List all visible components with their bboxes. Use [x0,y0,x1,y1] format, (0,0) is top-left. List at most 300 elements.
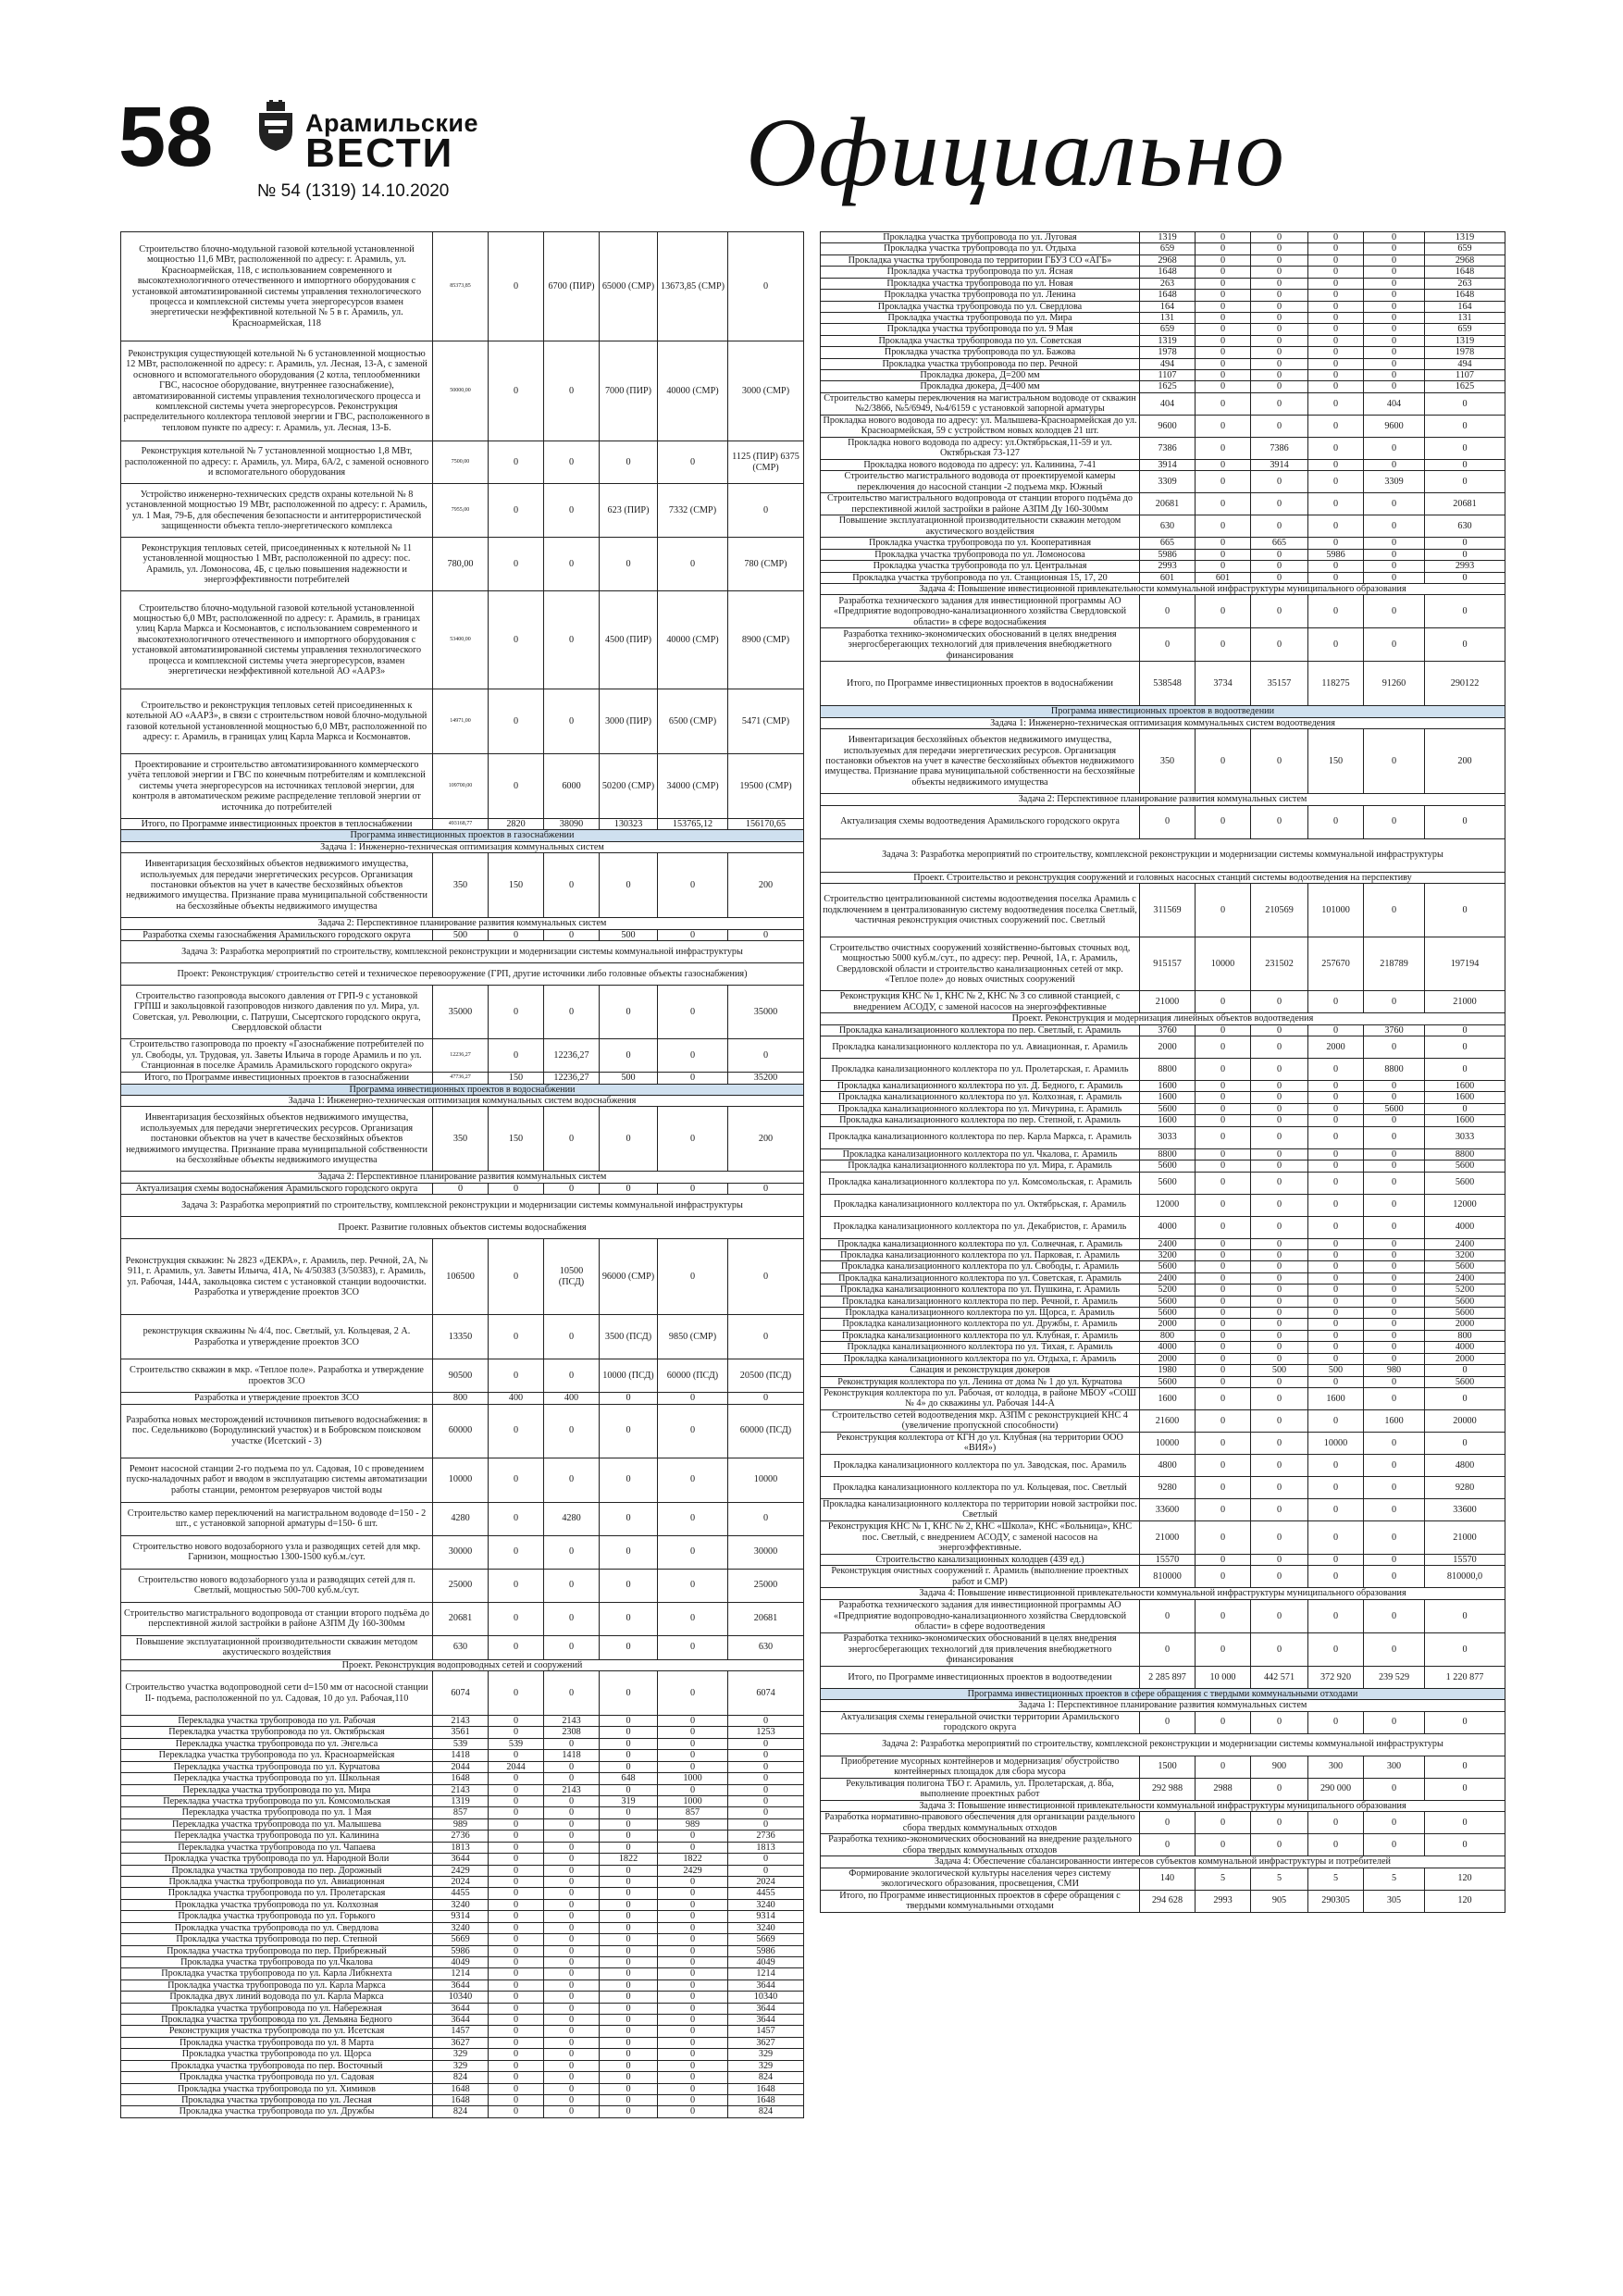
year-2020-cell: 0 [1196,324,1251,335]
year-2020-cell: 0 [489,2026,544,2037]
year-2020-cell: 0 [489,754,544,819]
program-section-title: Программа инвестиционных проектов в сфере обращения с твердыми коммунальными отходами [821,1688,1505,1699]
year-2020-cell: 0 [489,1569,544,1602]
task-heading-text: Задача 1: Инженерно-техническая оптимизация коммунальных систем водоснабжения [121,1095,804,1106]
program-section-row [821,706,1505,717]
year-2023-cell: 13673,85 (СМР) [658,232,728,341]
year-2024-2027-cell: 19500 (СМР) [728,754,804,819]
year-2024-2027-cell: 4800 [1425,1454,1505,1476]
task-heading-row [121,1195,804,1217]
year-2020-cell: 0 [489,2015,544,2026]
project-name-cell: Актуализация схемы водоснабжения Арамильского городского округа [121,1183,433,1194]
task-heading-row [121,1217,804,1239]
year-2021-cell: 0 [1251,335,1308,346]
total-cell: 106500 [433,1239,489,1315]
year-2021-cell: 0 [1251,1454,1308,1476]
year-2022-cell: 0 [1308,1330,1364,1341]
year-2020-cell: 0 [489,1727,544,1738]
year-2022-cell: 0 [1308,471,1364,493]
year-2024-2027-cell: 2400 [1425,1238,1505,1249]
year-2021-cell: 0 [544,1876,600,1887]
total-cell: 5600 [1140,1308,1196,1319]
year-2024-2027-cell: 0 [728,1716,804,1727]
project-name-cell: Строительство блочно-модульной газовой котельной установленной мощностью 11,6 МВт, расположенной по адресу: г. Арамиль, ул. Красноармейская, 118, с использованием современного и высокотехнологичного отечественного и импортного оборудования с установкой автоматизированной системы управления технологического процесса и комплексной системы учета энергоресурсов взамен энергетически неэффективной котельной № 5 в г. Арамиль, ул. Красноармейская, 118 [121,232,433,341]
total-cell: 7955,00 [433,484,489,538]
year-2023-cell: 0 [1364,805,1425,838]
year-2022-cell: 0 [1308,1711,1364,1733]
task-heading-row [121,841,804,852]
year-2024-2027-cell: 5600 [1425,1296,1505,1307]
total-cell: 824 [433,2106,489,2117]
total-cell: 311569 [1140,884,1196,937]
year-2022-cell: 0 [600,1635,658,1659]
year-2023-cell: 857 [658,1807,728,1818]
task-heading-row [821,1800,1505,1811]
total-cell: 2000 [1140,1319,1196,1330]
year-2022-cell: 0 [1308,1194,1364,1216]
project-name-cell: Прокладка канализационного коллектора по ул. Щорса, г. Арамиль [821,1308,1140,1319]
table-row [121,1073,804,1084]
total-cell: 8800 [1140,1148,1196,1160]
year-2024-2027-cell: 824 [728,2072,804,2083]
total-cell: 3309 [1140,471,1196,493]
year-2022-cell: 0 [1308,267,1364,278]
year-2023-cell: 0 [1364,1261,1425,1272]
task-heading-text: Проект. Реконструкция и модернизация линейных объектов водоотведения [821,1013,1505,1024]
year-2024-2027-cell: 20000 [1425,1409,1505,1432]
project-name-cell: Строительство канализационных колодцев (439 ед.) [821,1554,1140,1565]
year-2020-cell: 0 [1196,1812,1251,1834]
year-2024-2027-cell: 1319 [1425,232,1505,243]
total-cell: 7500,00 [433,441,489,484]
table-row [121,2026,804,2037]
year-2020-cell: 0 [489,1315,544,1359]
table-row [821,805,1505,838]
year-2023-cell: 0 [658,1502,728,1535]
year-2024-2027-cell: 2000 [1425,1319,1505,1330]
year-2023-cell: 0 [658,929,728,940]
task-heading-row [821,1733,1505,1756]
year-2021-cell: 0 [1251,1024,1308,1036]
table-row [121,1635,804,1659]
project-name-cell: Прокладка нового водовода по адресу: ул. Калинина, 7-41 [821,459,1140,470]
year-2021-cell: 12236,27 [544,1039,600,1073]
year-2024-2027-cell: 290122 [1425,662,1505,706]
logo-top-text: Арамильские [305,109,478,137]
year-2020-cell: 150 [489,1107,544,1172]
year-2020-cell: 0 [1196,991,1251,1013]
year-2023-cell: 0 [1364,1308,1425,1319]
year-2020-cell: 0 [1196,538,1251,549]
year-2023-cell: 1822 [658,1854,728,1865]
year-2021-cell: 0 [1251,381,1308,392]
year-2024-2027-cell: 0 [728,1818,804,1830]
project-name-cell: Прокладка канализационного коллектора по ул. Кольцевая, пос. Светлый [821,1476,1140,1498]
table-row [121,1716,804,1727]
year-2024-2027-cell: 5200 [1425,1285,1505,1296]
year-2022-cell: 0 [600,1831,658,1842]
year-2020-cell: 0 [489,2094,544,2105]
year-2021-cell: 0 [544,1761,600,1772]
year-2021-cell: 0 [1251,1834,1308,1856]
task-heading-text: Задача 2: Разработка мероприятий по строительству, комплексной реконструкции и модернизации системы коммунальной инфраструктуры [821,1733,1505,1756]
table-row [121,819,804,830]
year-2024-2027-cell: 30000 [728,1535,804,1569]
task-heading-row [821,584,1505,595]
table-row [821,1148,1505,1160]
table-row [821,1342,1505,1353]
year-2023-cell: 0 [1364,1160,1425,1172]
year-2021-cell: 0 [1251,1080,1308,1091]
total-cell: 3240 [433,1899,489,1910]
year-2024-2027-cell: 21000 [1425,1520,1505,1554]
project-name-cell: Реконструкция тепловых сетей, присоединенных к котельной № 11 установленной мощностью 1 МВт, расположенной по адресу: пос. Арамиль, ул. Ломоносова, 4Б, с целью повышения надежности и энергоэффективности потребителей [121,538,433,591]
year-2024-2027-cell: 1648 [728,2094,804,2105]
project-name-cell: Реконструкция коллектора по ул. Ленина от дома № 1 до ул. Курчатова [821,1376,1140,1387]
program-section-row [121,1084,804,1095]
table-row [121,1992,804,2003]
total-cell: 350 [433,853,489,918]
year-2020-cell: 0 [489,1796,544,1807]
total-cell: 350 [1140,729,1196,794]
year-2024-2027-cell: 1214 [728,1968,804,1980]
year-2024-2027-cell: 2024 [728,1876,804,1887]
year-2024-2027-cell: 0 [1425,1036,1505,1058]
table-row [821,1476,1505,1498]
year-2022-cell: 0 [1308,1058,1364,1080]
year-2022-cell: 0 [600,1865,658,1876]
table-row [121,1183,804,1194]
project-name-cell: Реконструкция скважин: № 2823 «ДЕКРА», г. Арамиль, пер. Речной, 2А, № 911, г. Арамиль, ул. Заветы Ильича, 41А, № 4/50383 (3/50383), г. Арамиль, ул. Рабочая, 144А, закольцовка систем с установкой станции водоочистки. Разработка и утверждение проектов ЗСО [121,1239,433,1315]
table-row [821,1756,1505,1778]
project-name-cell: Прокладка участка трубопровода по ул. Свердлова [121,1922,433,1933]
total-cell: 109700,00 [433,754,489,819]
project-name-cell: Итого, по Программе инвестиционных проектов в газоснабжении [121,1073,433,1084]
year-2023-cell: 300 [1364,1756,1425,1778]
year-2023-cell: 0 [658,1239,728,1315]
year-2024-2027-cell: 1600 [1425,1115,1505,1126]
year-2020-cell: 0 [489,2106,544,2117]
year-2020-cell: 0 [489,1773,544,1784]
project-name-cell: Разработка технического задания для инвестиционной программы АО «Предприятие водопроводно-канализационного хозяйства Свердловской области» в сфере водоснабжения [821,595,1140,628]
table-row [121,754,804,819]
year-2021-cell: 0 [544,1458,600,1502]
year-2020-cell: 0 [1196,1216,1251,1238]
year-2022-cell: 10000 [1308,1432,1364,1454]
year-2021-cell: 0 [1251,1353,1308,1364]
year-2021-cell: 0 [1251,254,1308,266]
year-2021-cell: 4280 [544,1502,600,1535]
year-2021-cell: 0 [1251,628,1308,662]
year-2022-cell: 0 [600,1716,658,1727]
table-row [821,1520,1505,1554]
year-2022-cell: 0 [1308,290,1364,301]
year-2022-cell: 0 [600,2026,658,2037]
total-cell: 824 [433,2072,489,2083]
table-row [821,1566,1505,1588]
total-cell: 3914 [1140,459,1196,470]
year-2023-cell: 0 [1364,1778,1425,1800]
total-cell: 329 [433,2060,489,2071]
total-cell: 4049 [433,1956,489,1967]
year-2024-2027-cell: 0 [728,1796,804,1807]
project-name-cell: Прокладка участка трубопровода по ул. Набережная [121,2003,433,2014]
total-cell: 1600 [1140,1092,1196,1103]
project-name-cell: Прокладка канализационного коллектора по территории новой застройки пос. Светлый [821,1498,1140,1520]
year-2023-cell: 0 [1364,1238,1425,1249]
table-row [121,1239,804,1315]
year-2023-cell: 5 [1364,1868,1425,1890]
year-2024-2027-cell: 0 [1425,538,1505,549]
year-2022-cell: 0 [600,1876,658,1887]
project-name-cell: Прокладка нового водовода по адресу: ул. Малышева-Красноармейская до ул. Красноармейская, 59 с устройством новых колодцев 21 шт. [821,415,1140,437]
year-2021-cell: 0 [544,1602,600,1635]
year-2022-cell: 0 [600,1738,658,1749]
project-name-cell: Прокладка канализационного коллектора по ул. Заводская, пос. Арамиль [821,1454,1140,1476]
year-2023-cell: 0 [1364,1115,1425,1126]
table-row [821,290,1505,301]
year-2022-cell: 0 [1308,1632,1364,1666]
year-2020-cell: 0 [489,538,544,591]
table-row [121,1956,804,1967]
task-heading-text: Проект. Реконструкция водопроводных сетей и сооружений [121,1659,804,1670]
year-2022-cell: 0 [1308,1554,1364,1565]
year-2022-cell: 0 [600,2060,658,2071]
year-2024-2027-cell: 120 [1425,1890,1505,1912]
table-row [821,1387,1505,1409]
total-cell: 800 [433,1393,489,1404]
year-2023-cell: 0 [1364,1272,1425,1284]
table-row [821,381,1505,392]
year-2020-cell: 0 [1196,1632,1251,1666]
year-2024-2027-cell: 200 [1425,729,1505,794]
year-2021-cell: 0 [1251,1296,1308,1307]
table-row [821,243,1505,254]
year-2024-2027-cell: 33600 [1425,1498,1505,1520]
program-section-row [821,1688,1505,1699]
table-row [821,437,1505,459]
year-2020-cell: 0 [1196,1376,1251,1387]
year-2021-cell: 0 [544,2026,600,2037]
total-cell: 539 [433,1738,489,1749]
year-2023-cell: 0 [1364,1454,1425,1476]
year-2022-cell: 0 [1308,628,1364,662]
year-2020-cell: 0 [489,591,544,689]
table-row [821,1632,1505,1666]
project-name-cell: Строительство и реконструкция тепловых сетей присоединенных к котельной АО «ААРЗ», в связи с строительством новой блочно-модульной газовой котельной установленной мощностью 6,0 МВт, расположенной по адресу: г. Арамиль, в границах улиц Карла Маркса и Космонавтов. [121,689,433,754]
year-2023-cell: 0 [1364,1387,1425,1409]
total-cell: 1107 [1140,370,1196,381]
year-2020-cell: 0 [1196,1834,1251,1856]
project-name-cell: Прокладка участка трубопровода по ул. Народной Воли [121,1854,433,1865]
total-cell: 3644 [433,1980,489,1991]
year-2022-cell: 0 [1308,381,1364,392]
total-cell: 404 [1140,392,1196,415]
table-row [121,1502,804,1535]
year-2022-cell: 0 [1308,991,1364,1013]
year-2022-cell: 0 [1308,1148,1364,1160]
year-2024-2027-cell: 824 [728,2106,804,2117]
year-2021-cell: 0 [544,2060,600,2071]
project-name-cell: Строительство блочно-модульной газовой котельной установленной мощностью 6,0 МВт, расположенной по адресу: г. Арамиль, в границах улиц Карла Маркса и Космонавтов, с использованием современного и высокотехнологичного отечественного и импортного оборудования с установкой автоматизированной системы управления технологического процесса и комплексной системы учета энергоресурсов, взамен энергетически неэффективной котельной АО «ААРЗ» [121,591,433,689]
total-cell: 20681 [1140,493,1196,515]
year-2024-2027-cell: 810000,0 [1425,1566,1505,1588]
project-name-cell: Санация и реконструкция дюкеров [821,1365,1140,1376]
year-2021-cell: 0 [544,591,600,689]
year-2022-cell: 0 [600,1393,658,1404]
project-name-cell: Разработка технико-экономических обоснований в целях внедрения энергосберегающих технологий для привлечения внебюджетного финансирования [821,1632,1140,1666]
year-2022-cell: 0 [1308,1342,1364,1353]
year-2024-2027-cell: 5600 [1425,1376,1505,1387]
project-name-cell: Итого, по Программе инвестиционных проектов в водоотведении [821,1666,1140,1688]
table-row [121,1535,804,1569]
task-heading-text: Задача 3: Разработка мероприятий по строительству, комплексной реконструкции и модернизации системы коммунальной инфраструктуры [121,1195,804,1217]
year-2024-2027-cell: 1625 [1425,381,1505,392]
year-2020-cell: 0 [489,1899,544,1910]
year-2022-cell: 0 [1308,459,1364,470]
year-2023-cell: 0 [658,2049,728,2060]
task-heading-row [121,963,804,986]
year-2023-cell: 0 [1364,278,1425,289]
table-row [821,1115,1505,1126]
table-row [121,591,804,689]
project-name-cell: Прокладка участка трубопровода по ул. Отдыха [821,243,1140,254]
project-name-cell: Прокладка канализационного коллектора по ул. Советская, г. Арамиль [821,1272,1140,1284]
project-name-cell: Прокладка канализационного коллектора по пер. Степной, г. Арамиль [821,1115,1140,1126]
total-cell: 2400 [1140,1238,1196,1249]
year-2024-2027-cell: 0 [1425,1599,1505,1632]
table-row [121,1784,804,1795]
total-cell: 3240 [433,1922,489,1933]
year-2023-cell: 0 [658,1956,728,1967]
table-row [821,347,1505,358]
year-2024-2027-cell: 5600 [1425,1261,1505,1272]
year-2024-2027-cell: 1648 [728,2083,804,2094]
year-2021-cell: 0 [1251,1058,1308,1080]
project-name-cell: Прокладка участка трубопровода по ул. Станционная 15, 17, 20 [821,572,1140,583]
total-cell: 1980 [1140,1365,1196,1376]
year-2020-cell: 0 [489,2037,544,2048]
project-name-cell: Перекладка участка трубопровода по ул. Красноармейская [121,1750,433,1761]
total-cell: 350 [433,1107,489,1172]
project-name-cell: Прокладка участка трубопровода по территории ГБУЗ СО «АГБ» [821,254,1140,266]
table-row [821,1296,1505,1307]
table-row [121,1738,804,1749]
total-cell: 538548 [1140,662,1196,706]
year-2020-cell: 0 [1196,805,1251,838]
project-name-cell: Перекладка участка трубопровода по ул. Комсомольская [121,1796,433,1807]
year-2024-2027-cell: 0 [1425,1103,1505,1114]
year-2021-cell: 0 [544,1359,600,1393]
total-cell: 2968 [1140,254,1196,266]
table-row [821,1711,1505,1733]
table-row [121,1750,804,1761]
year-2021-cell: 0 [1251,1172,1308,1194]
total-cell: 7386 [1140,437,1196,459]
year-2023-cell: 0 [658,1535,728,1569]
year-2024-2027-cell: 0 [1425,1778,1505,1800]
year-2023-cell: 3760 [1364,1024,1425,1036]
table-row [121,1922,804,1933]
year-2020-cell: 0 [489,1784,544,1795]
year-2020-cell: 0 [1196,1272,1251,1284]
project-name-cell: реконструкция скважины № 4/4, пос. Светлый, ул. Кольцевая, 2 А. Разработка и утверждение проектов ЗСО [121,1315,433,1359]
year-2023-cell: 0 [1364,459,1425,470]
table-row [121,1807,804,1818]
year-2020-cell: 0 [489,1635,544,1659]
year-2022-cell: 0 [600,538,658,591]
project-name-cell: Прокладка дюкера, Д=400 мм [821,381,1140,392]
project-name-cell: Прокладка канализационного коллектора по ул. Мичурина, г. Арамиль [821,1103,1140,1114]
year-2023-cell: 980 [1364,1365,1425,1376]
total-cell: 0 [1140,1599,1196,1632]
table-row [821,1365,1505,1376]
year-2022-cell: 0 [1308,1285,1364,1296]
year-2023-cell: 0 [658,1458,728,1502]
year-2021-cell: 0 [1251,392,1308,415]
program-section-row [121,830,804,841]
year-2023-cell: 0 [1364,370,1425,381]
year-2022-cell: 3500 (ПСД) [600,1315,658,1359]
table-row [121,1888,804,1899]
year-2022-cell: 0 [1308,1812,1364,1834]
project-name-cell: Строительство очистных сооружений хозяйственно-бытовых сточных вод, мощностью 5000 куб.м./сут., по адресу: пер. Речной, 1А, г. Арамиль, Свердловской области и строительство канализационных сетей от мкр. «Теплое поле» до новых очистных сооружений [821,937,1140,991]
project-name-cell: Строительство газопровода высокого давления от ГРП-9 с установкой ГРПШ и закольцовкой газопроводов низкого давления по ул. Мира, ул. Советская, ул. Революции, с. Патруши, Сысертского городского округа, Свердловской области [121,986,433,1039]
year-2022-cell: 2000 [1308,1036,1364,1058]
year-2024-2027-cell: 1457 [728,2026,804,2037]
table-row [821,1376,1505,1387]
table-row [821,538,1505,549]
year-2021-cell: 0 [544,2037,600,2048]
total-cell: 2736 [433,1831,489,1842]
project-name-cell: Прокладка участка трубопровода по ул. Авиационная [121,1876,433,1887]
year-2024-2027-cell: 3033 [1425,1126,1505,1148]
year-2024-2027-cell: 0 [1425,459,1505,470]
year-2021-cell: 900 [1251,1756,1308,1778]
year-2024-2027-cell: 1600 [1425,1092,1505,1103]
year-2022-cell: 0 [1308,1376,1364,1387]
year-2023-cell: 0 [658,1911,728,1922]
year-2022-cell: 0 [1308,1296,1364,1307]
year-2020-cell: 0 [1196,1409,1251,1432]
total-cell: 2000 [1140,1036,1196,1058]
year-2024-2027-cell: 2968 [1425,254,1505,266]
table-row [121,1980,804,1991]
table-row [121,1404,804,1458]
year-2021-cell: 0 [1251,324,1308,335]
year-2024-2027-cell: 0 [728,1784,804,1795]
year-2024-2027-cell: 20681 [1425,493,1505,515]
year-2023-cell: 40000 (СМР) [658,341,728,441]
year-2020-cell: 0 [489,1750,544,1761]
year-2021-cell: 0 [544,1404,600,1458]
total-cell: 85373,85 [433,232,489,341]
year-2024-2027-cell: 20681 [728,1602,804,1635]
year-2020-cell: 0 [489,1458,544,1502]
year-2021-cell: 6700 (ПИР) [544,232,600,341]
year-2022-cell: 319 [600,1796,658,1807]
year-2023-cell: 0 [1364,538,1425,549]
table-row [121,1315,804,1359]
project-name-cell: Актуализация схемы водоотведения Арамильского городского округа [821,805,1140,838]
table-row [121,1039,804,1073]
year-2023-cell: 0 [658,2083,728,2094]
project-name-cell: Прокладка участка трубопровода по ул. Карла Маркса [121,1980,433,1991]
table-row [821,1868,1505,1890]
year-2020-cell: 0 [489,441,544,484]
year-2021-cell: 0 [1251,1711,1308,1733]
table-row [121,1818,804,1830]
